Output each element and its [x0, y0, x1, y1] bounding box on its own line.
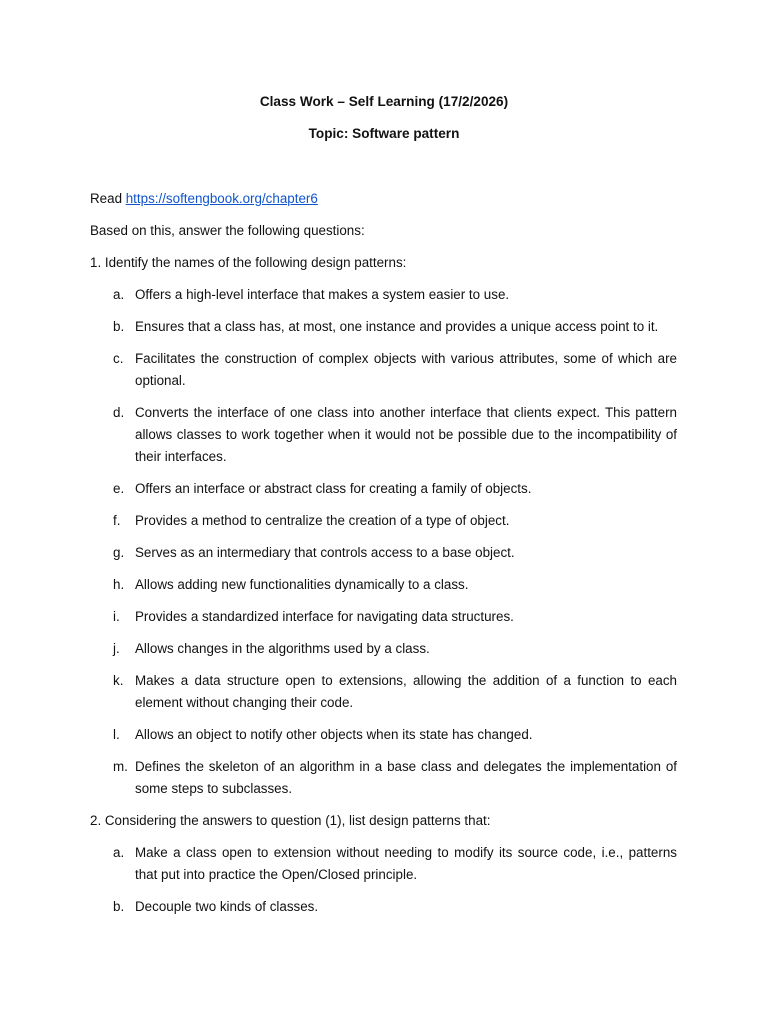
question-2: 2. Considering the answers to question (1), list design patterns that:	[90, 813, 491, 828]
list-item	[113, 510, 677, 532]
item-letter: g.	[113, 545, 125, 560]
item-letter: j.	[113, 641, 120, 656]
item-text: Make a class open to extension without needing to modify its source code, i.e., patterns that put into practice the Open/Closed principle.	[135, 845, 677, 882]
item-letter: f.	[113, 513, 121, 528]
list-item	[113, 402, 677, 468]
item-letter: a.	[113, 845, 125, 860]
item-text: Facilitates the construction of complex objects with various attributes, some of which are optional.	[135, 351, 677, 388]
item-text: Provides a method to centralize the creation of a type of object.	[135, 513, 510, 528]
item-text: Serves as an intermediary that controls access to a base object.	[135, 545, 515, 560]
page-topic: Topic: Software pattern	[308, 126, 460, 141]
list-item	[113, 284, 677, 306]
item-letter: k.	[113, 673, 124, 688]
item-text: Ensures that a class has, at most, one instance and provides a unique access point to it.	[135, 319, 659, 334]
chapter-link[interactable]: https://softengbook.org/chapter6	[125, 191, 318, 206]
list-item	[113, 574, 677, 596]
item-letter: m.	[113, 759, 128, 774]
item-letter: h.	[113, 577, 125, 592]
item-text: Allows adding new functionalities dynamically to a class.	[135, 577, 469, 592]
list-item	[113, 842, 677, 886]
item-letter: i.	[113, 609, 120, 624]
item-text: Converts the interface of one class into another interface that clients expect. This pattern allows classes to work together when it would not be possible due to the incompatibility of their interfaces.	[135, 405, 677, 464]
item-letter: b.	[113, 899, 125, 914]
list-item	[113, 348, 677, 392]
intro-text: Based on this, answer the following questions:	[90, 223, 365, 238]
question-1: 1. Identify the names of the following design patterns:	[90, 255, 407, 270]
item-letter: c.	[113, 351, 124, 366]
item-text: Allows an object to notify other objects when its state has changed.	[135, 727, 533, 742]
item-text: Decouple two kinds of classes.	[135, 899, 319, 914]
read-line	[90, 188, 680, 210]
list-item	[113, 316, 677, 338]
item-text: Defines the skeleton of an algorithm in a base class and delegates the implementation of some steps to subclasses.	[135, 759, 677, 796]
list-item	[113, 724, 677, 746]
item-text: Makes a data structure open to extensions, allowing the addition of a function to each element without changing their code.	[135, 673, 677, 710]
list-item	[113, 478, 677, 500]
page-title: Class Work – Self Learning (17/2/2026)	[259, 94, 509, 109]
item-text: Offers a high-level interface that makes a system easier to use.	[135, 287, 510, 302]
item-letter: d.	[113, 405, 125, 420]
list-item	[113, 638, 677, 660]
item-letter: a.	[113, 287, 125, 302]
read-prefix: Read	[90, 191, 126, 206]
item-letter: e.	[113, 481, 125, 496]
list-item	[113, 756, 677, 800]
item-text: Offers an interface or abstract class for creating a family of objects.	[135, 481, 532, 496]
list-item	[113, 670, 677, 714]
item-text: Provides a standardized interface for navigating data structures.	[135, 609, 514, 624]
list-item	[113, 896, 677, 918]
item-text: Allows changes in the algorithms used by a class.	[135, 641, 430, 656]
item-letter: l.	[113, 727, 120, 742]
list-item	[113, 542, 677, 564]
list-item	[113, 606, 677, 628]
item-letter: b.	[113, 319, 125, 334]
